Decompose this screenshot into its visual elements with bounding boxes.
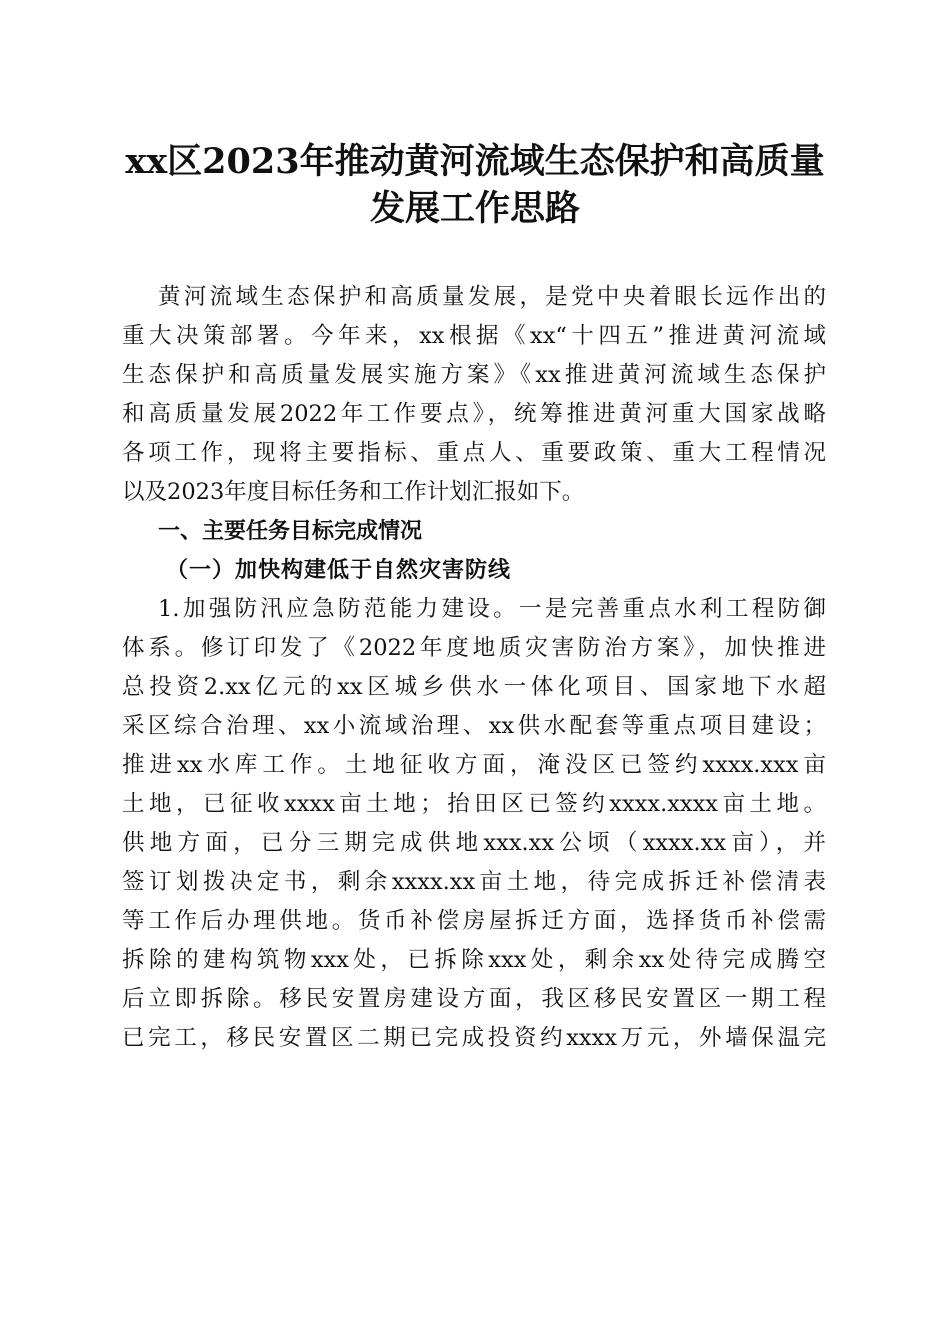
section-heading: 一、主要任务目标完成情况 [158, 519, 423, 544]
title-line-2: 发展工作思路 [369, 188, 580, 229]
paragraph-line: 各项工作，现将主要指标、重点人、重要政策、重大工程情况 [122, 440, 826, 466]
document-title [100, 138, 850, 232]
subsection-heading: （一）加快构建低于自然灾害防线 [166, 557, 512, 583]
paragraph-line: 供地方面，已分三期完成供地xxx.xx公顷（xxxx.xx亩），并 [122, 830, 826, 856]
document-body [122, 278, 826, 1058]
paragraph-line: 总投资2.xx亿元的xx区城乡供水一体化项目、国家地下水超 [122, 674, 826, 700]
item-paragraph [122, 590, 826, 1058]
intro-paragraph [122, 278, 826, 512]
paragraph-line: 等工作后办理供地。货币补偿房屋拆迁方面，选择货币补偿需 [122, 908, 826, 934]
paragraph-line: 推进xx水库工作。土地征收方面，淹没区已签约xxxx.xxx亩 [122, 752, 826, 778]
paragraph-line: 以及2023年度目标任务和工作计划汇报如下。 [122, 479, 585, 505]
paragraph-line: 1.加强防汛应急防范能力建设。一是完善重点水利工程防御 [158, 596, 826, 622]
paragraph-line: 土地，已征收xxxx亩土地；抬田区已签约xxxx.xxxx亩土地。 [122, 791, 826, 817]
paragraph-line: 和高质量发展2022年工作要点》，统筹推进黄河重大国家战略 [122, 401, 826, 427]
paragraph-line: 已完工，移民安置区二期已完成投资约xxxx万元，外墙保温完 [122, 1025, 826, 1051]
paragraph-line: 黄河流域生态保护和高质量发展，是党中央着眼长远作出的 [158, 284, 826, 310]
paragraph-line: 签订划拨决定书，剩余xxxx.xx亩土地，待完成拆迁补偿清表 [122, 869, 826, 895]
paragraph-line: 体系。修订印发了《2022年度地质灾害防治方案》，加快推进 [122, 635, 826, 661]
paragraph-line: 采区综合治理、xx小流域治理、xx供水配套等重点项目建设； [122, 713, 826, 739]
paragraph-line: 重大决策部署。今年来，xx根据《xx“十四五”推进黄河流域 [122, 323, 826, 349]
paragraph-line: 生态保护和高质量发展实施方案》《xx推进黄河流域生态保护 [122, 362, 826, 388]
title-line-1: xx区2023年推动黄河流域生态保护和高质量 [125, 141, 825, 182]
paragraph-line: 后立即拆除。移民安置房建设方面，我区移民安置区一期工程 [122, 986, 826, 1012]
paragraph-line: 拆除的建构筑物xxx处，已拆除xxx处，剩余xx处待完成腾空 [122, 947, 826, 973]
